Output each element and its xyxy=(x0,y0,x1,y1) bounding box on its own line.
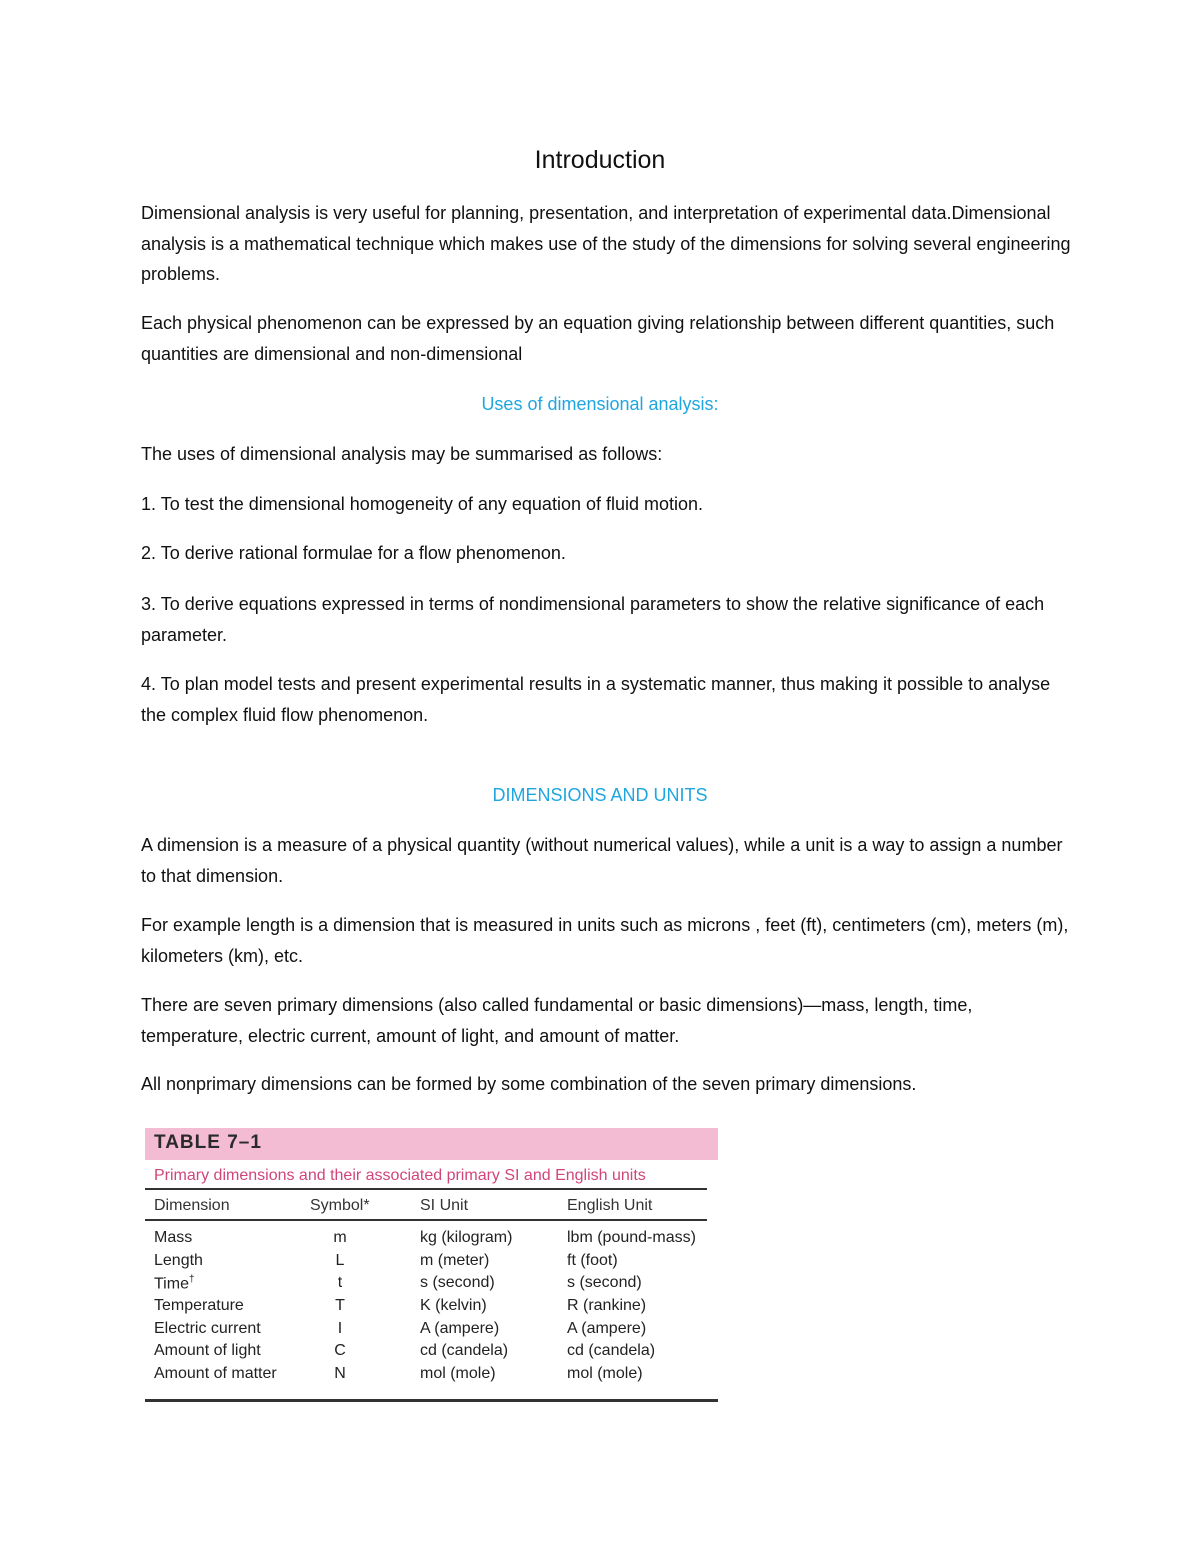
table-header-cell: SI Unit xyxy=(420,1197,469,1214)
paragraph-intro: Dimensional analysis is very useful for planning, presentation, and interpretation of experimental data.Dimensional analysis is a mathematical technique which makes use of the study of the dimensions for solving several engineering problems. xyxy=(141,203,1071,284)
table-figure xyxy=(145,1128,718,1404)
table-cell: m (meter) xyxy=(420,1251,490,1269)
table-row xyxy=(145,1365,718,1388)
page-title: Introduction xyxy=(534,146,666,174)
paragraph-phenomenon: Each physical phenomenon can be expressed by an equation giving relationship between different quantities, such quantities are dimensional and non-dimensional xyxy=(141,313,1055,364)
use-item-4: 4. To plan model tests and present experimental results in a systematic manner, thus making it possible to analyse the complex fluid flow phenomenon. xyxy=(141,674,1051,725)
table-header-row xyxy=(145,1197,718,1219)
uses-heading: Uses of dimensional analysis: xyxy=(481,394,719,414)
use-item-2: 2. To derive rational formulae for a flow phenomenon. xyxy=(141,543,566,563)
table-body xyxy=(145,1229,718,1388)
table-cell: C xyxy=(334,1342,346,1360)
table-cell: Electric current xyxy=(154,1319,261,1337)
table-cell: A (ampere) xyxy=(420,1319,500,1337)
uses-intro: The uses of dimensional analysis may be summarised as follows: xyxy=(141,444,663,464)
table-cell: T xyxy=(335,1297,345,1315)
table-cell: Amount of matter xyxy=(154,1365,277,1383)
table-cell: s (second) xyxy=(420,1274,495,1292)
table-cell: kg (kilogram) xyxy=(420,1229,513,1246)
table-cell: L xyxy=(335,1251,345,1269)
table-row xyxy=(145,1229,718,1252)
table-cell: Mass xyxy=(154,1229,193,1246)
dagger-mark: † xyxy=(188,1274,195,1286)
table-bottom-rule xyxy=(145,1399,718,1402)
table-header-cell: Dimension xyxy=(154,1197,230,1214)
table-cell: m xyxy=(333,1229,347,1246)
table-row xyxy=(145,1252,718,1275)
table-cell xyxy=(154,1274,195,1293)
table-top-rule xyxy=(145,1188,707,1190)
table-cell: Amount of light xyxy=(154,1342,261,1360)
table-cell-text: Time xyxy=(154,1275,189,1293)
paragraph-nonprimary: All nonprimary dimensions can be formed by some combination of the seven primary dimensions. xyxy=(141,1074,917,1094)
table-cell: s (second) xyxy=(567,1274,642,1292)
table-row xyxy=(145,1320,718,1343)
paragraph-dimension-def: A dimension is a measure of a physical quantity (without numerical values), while a unit is a way to assign a number to that dimension. xyxy=(141,835,1063,886)
table-cell: K (kelvin) xyxy=(420,1297,487,1315)
table-cell: R (rankine) xyxy=(567,1297,647,1315)
table-header-cell: English Unit xyxy=(567,1197,653,1214)
table-cell: A (ampere) xyxy=(567,1319,647,1337)
table-row xyxy=(145,1342,718,1365)
paragraph-primary-dimensions: There are seven primary dimensions (also called fundamental or basic dimensions)—mass, length, time, temperature, electric current, amount of light, and amount of matter. xyxy=(141,995,973,1046)
table-cell: mol (mole) xyxy=(420,1365,496,1383)
table-cell: N xyxy=(334,1365,346,1383)
dimensions-heading: DIMENSIONS AND UNITS xyxy=(492,785,708,805)
table-cell: I xyxy=(337,1319,343,1337)
table-row xyxy=(145,1274,718,1297)
use-item-3: 3. To derive equations expressed in terms of nondimensional parameters to show the relative significance of each parameter. xyxy=(141,594,1045,645)
table-caption: Primary dimensions and their associated primary SI and English units xyxy=(154,1167,646,1184)
table-label-band xyxy=(145,1128,718,1160)
table-cell: Temperature xyxy=(154,1297,244,1315)
table-cell: mol (mole) xyxy=(567,1365,643,1383)
table-cell: cd (candela) xyxy=(420,1342,509,1360)
table-cell: t xyxy=(337,1274,343,1292)
table-cell: Length xyxy=(154,1251,203,1269)
table-cell: ft (foot) xyxy=(567,1251,618,1269)
table-cell: lbm (pound-mass) xyxy=(567,1229,696,1246)
use-item-1: 1. To test the dimensional homogeneity of any equation of fluid motion. xyxy=(141,494,704,514)
paragraph-length-example: For example length is a dimension that is measured in units such as microns , feet (ft), centimeters (cm), meters (m), kilometers (km), etc. xyxy=(141,915,1069,966)
table-row xyxy=(145,1297,718,1320)
table-header-cell: Symbol* xyxy=(310,1197,370,1214)
table-cell: cd (candela) xyxy=(567,1342,656,1360)
table-header-rule xyxy=(145,1219,707,1221)
table-label: TABLE 7–1 xyxy=(154,1132,262,1153)
